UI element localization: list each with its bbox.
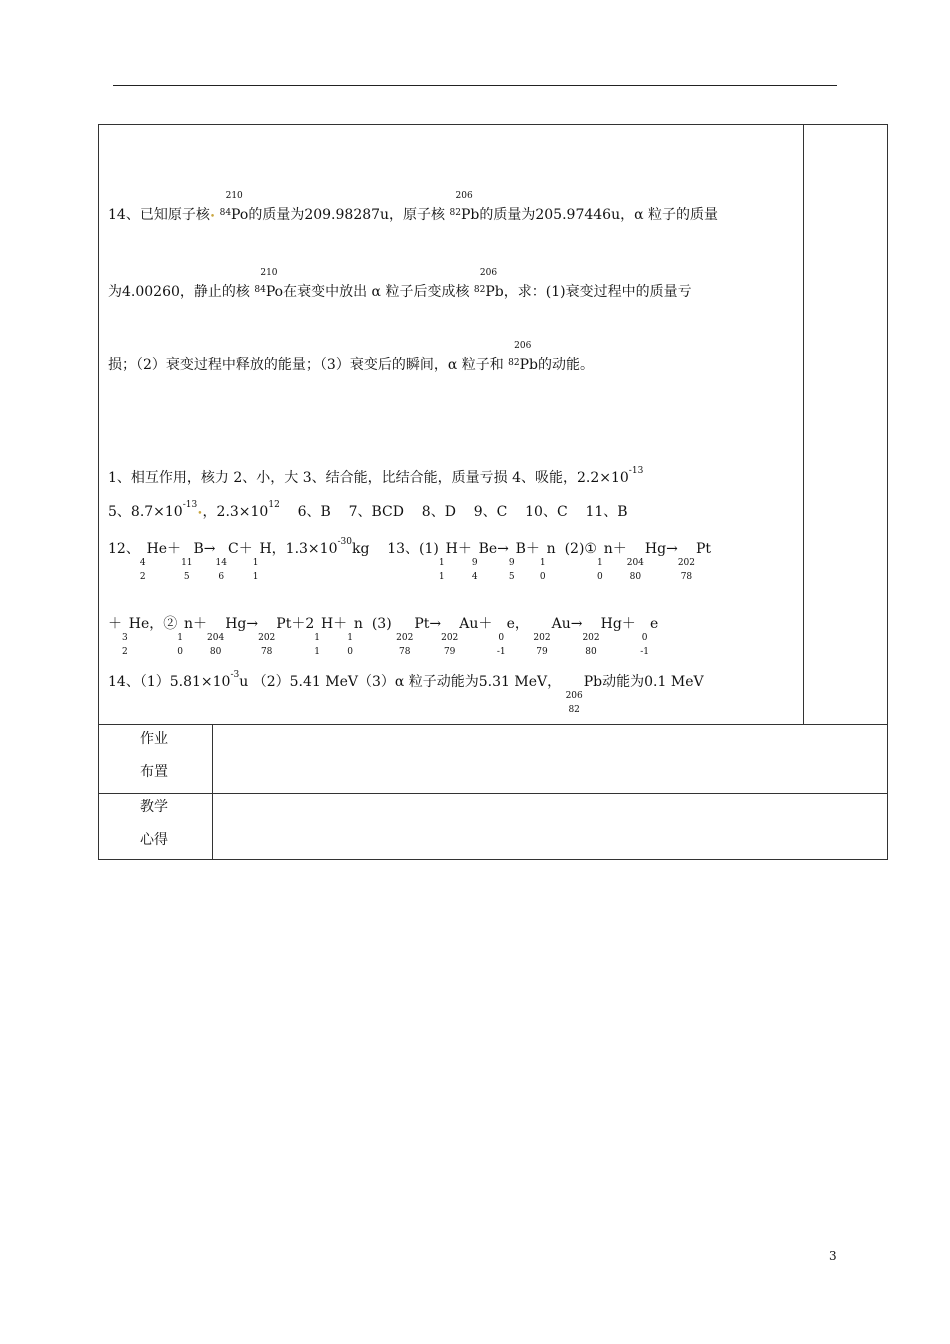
- reflection-label-2: 心得: [140, 832, 168, 848]
- answer-line-2: 5、$8.7\times 10^{-13}•$，$2.3\times 10^{12}$ 6、B 7、BCD 8、D 9、C 10、C 11、B: [108, 500, 628, 520]
- answer-line-1: 1、相互作用，核力 2、小，大 3、结合能，比结合能，质量亏损 4、吸能，$2.2\times 10^{-13}$: [108, 466, 644, 486]
- polonium-nuclide: 210 $^{84}$Po: [219, 191, 249, 223]
- page-number: 3: [829, 1249, 837, 1263]
- reflection-label-1: 教学: [140, 799, 168, 815]
- problem-line-2: 为4.00260，静止的核 210 $^{84}$Po在衰变中放出 α 粒子后变成核 206 $^{82}$Pb，求：(1)衰变过程中的质量亏: [108, 268, 692, 300]
- answer-line-12-13: 12、 4 2 He＋ 11 5 B→ 14 6 C＋ 1 1 H，$1.3\times 10^{-30}kg$ 13、(1) 1 1 H＋ 9 4 Be→ 9 5 B＋ 1 0 n (2)① 1 0 n＋ 204 80 Hg→ 202 78 Pt: [108, 537, 712, 582]
- lead-nuclide: 206 $^{82}$Pb: [449, 191, 480, 223]
- header-rule: [113, 85, 837, 86]
- polonium-nuclide: 210 $^{84}$Po: [254, 268, 284, 300]
- row-divider-2: [98, 793, 888, 794]
- homework-label-2: 布置: [140, 764, 168, 780]
- lead-nuclide: 206 $^{82}$Pb: [508, 341, 539, 373]
- row-divider-1: [98, 724, 888, 725]
- homework-label-1: 作业: [140, 731, 168, 747]
- lead-nuclide: 206 $^{82}$Pb: [473, 268, 504, 300]
- answer-line-14: 14、$(1)5.81\times 10^{-3}u$ （2）5.41 MeV（3）α 粒子动能为5.31 MeV， 206 82 Pb动能为0.1 MeV: [108, 670, 704, 715]
- problem-line-3: 损；（2）衰变过程中释放的能量；（3）衰变后的瞬间，α 粒子和 206 $^{82}$Pb的动能。: [108, 341, 595, 373]
- right-column-divider: [803, 124, 804, 725]
- problem-line-1: 14、已知原子核• 210 $^{84}$Po的质量为209.98287u，原子核 206 $^{82}$Pb的质量为205.97446u，α 粒子的质量: [108, 191, 718, 223]
- label-column-divider: [212, 724, 213, 860]
- answer-line-13-cont: ＋ 3 2 He，② 1 0 n＋ 204 80 Hg→ 202 78 Pt＋2 1 1 H＋ 1 0 n (3) 202 78 Pt→ 202 79 Au＋ 0 -1 e， 202 79 Au→ 202 80 Hg＋ 0 -1 e: [108, 616, 659, 657]
- content-table: [98, 124, 888, 860]
